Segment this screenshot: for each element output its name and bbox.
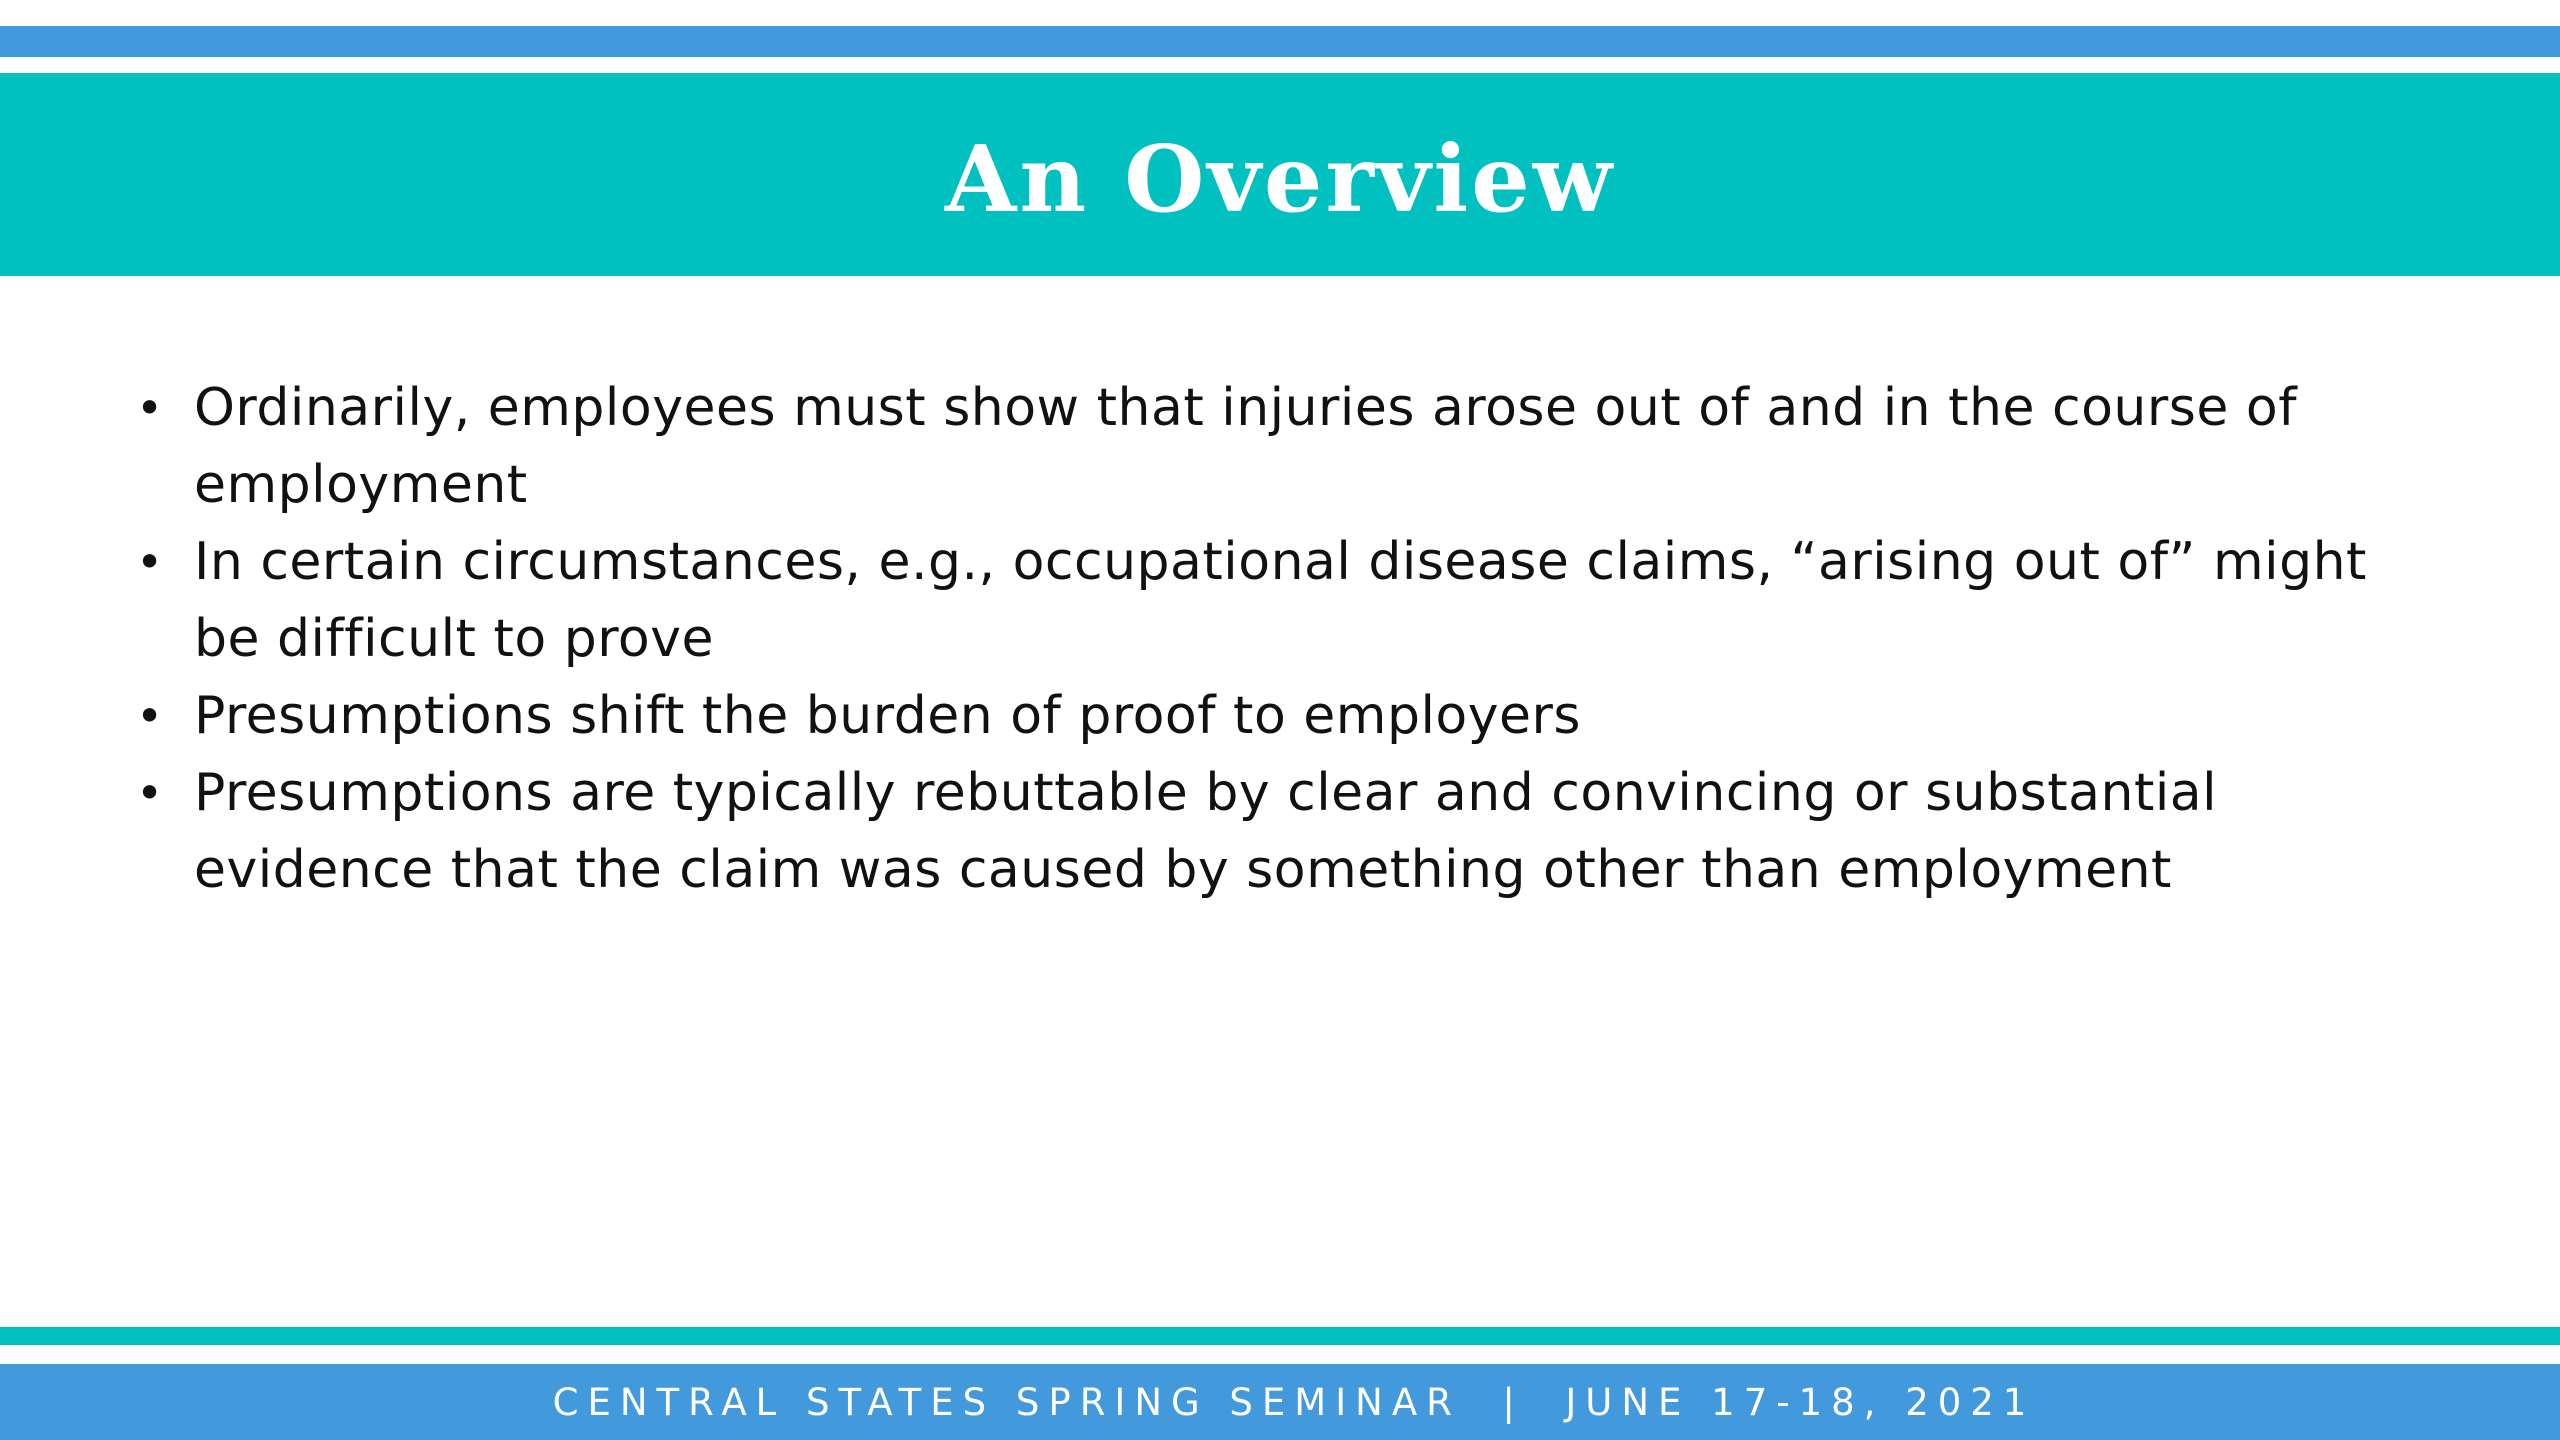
bottom-accent-stripe — [0, 1327, 2560, 1345]
bullet-text: Presumptions are typically rebuttable by clear and convincing or substantial evidence that the claim was caused by something other than employment — [194, 763, 2218, 900]
bullet-item-2 — [136, 524, 2436, 678]
title-banner — [0, 73, 2560, 276]
bullet-text: Presumptions shift the burden of proof to employers — [194, 686, 1581, 746]
top-accent-stripe — [0, 26, 2560, 57]
bullet-dot-icon: • — [136, 535, 164, 589]
bullet-dot-icon: • — [136, 766, 164, 820]
bullet-text: Ordinarily, employees must show that injuries arose out of and in the course of employment — [194, 378, 2297, 515]
slide-title: An Overview — [944, 124, 1616, 233]
bullet-item-4 — [136, 755, 2436, 909]
footer-text: CENTRAL STATES SPRING SEMINAR | JUNE 17-18, 2021 — [552, 1380, 2036, 1424]
slide-content — [136, 370, 2436, 909]
bullet-item-3 — [136, 678, 2436, 755]
footer-banner — [0, 1364, 2560, 1440]
bullet-text: In certain circumstances, e.g., occupational disease claims, “arising out of” might be difficult to prove — [194, 532, 2367, 669]
bullet-dot-icon: • — [136, 381, 164, 435]
bullet-list — [136, 370, 2436, 909]
bullet-dot-icon: • — [136, 689, 164, 743]
bullet-item-1 — [136, 370, 2436, 524]
